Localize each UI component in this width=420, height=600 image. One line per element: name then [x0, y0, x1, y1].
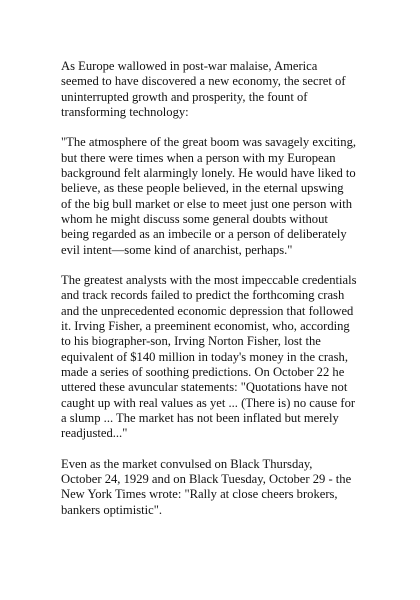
document-body	[61, 59, 374, 518]
paragraph-intro: As Europe wallowed in post-war malaise, America seemed to have discovered a new economy, the secret of uninterrupted growth and prosperity, the fount of transforming technology:	[61, 59, 346, 119]
paragraph-analysts: The greatest analysts with the most impeccable credentials and track records failed to predict the forthcoming crash and the unprecedented economic depression that followed it. Irving Fisher, a preeminent economist, who, according to his biographer-son, Irving Norton Fisher, lost the equivalent of $140 million in today's money in the crash, made a series of soothing predictions. On October 22 he uttered these avuncular statements: "Quotations have not caught up with real values as yet ... (There is) no cause for a slump ... The market has not been inflated but merely readjusted..."	[61, 273, 357, 441]
paragraph-quote: "The atmosphere of the great boom was savagely exciting, but there were times when a person with my European background felt alarmingly lonely. He would have liked to believe, as these people believed, in the eternal upswing of the big bull market or else to meet just one person with whom he might discuss some general doubts without being regarded as an imbecile or a person of deliberately evil intent—some kind of anarchist, perhaps."	[61, 135, 357, 257]
paragraph-black-thursday: Even as the market convulsed on Black Thursday, October 24, 1929 and on Black Tuesday, October 29 - the New York Times wrote: "Rally at close cheers brokers, bankers optimistic".	[61, 456, 352, 517]
